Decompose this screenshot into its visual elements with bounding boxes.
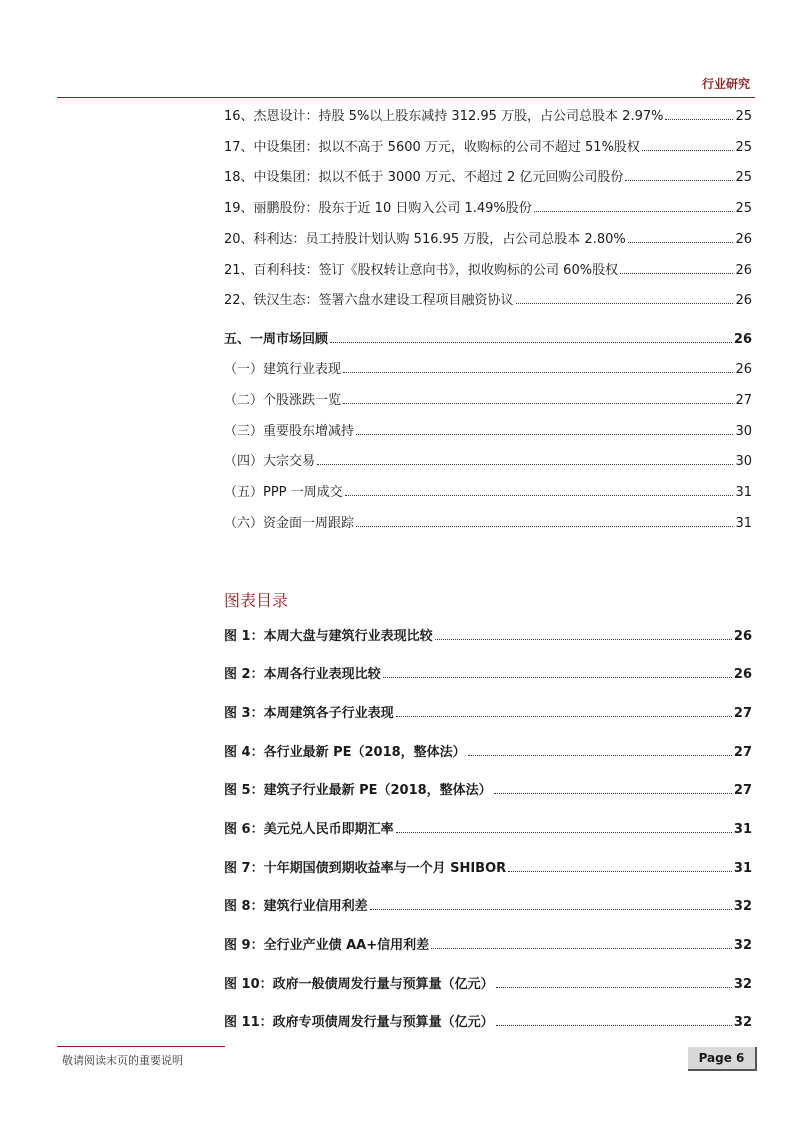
toc-entry-title: 18、中设集团：拟以不低于 3000 万元、不超过 2 亿元回购公司股份 <box>224 170 624 185</box>
figure-entry[interactable] <box>224 975 752 994</box>
toc-entry-title: 19、丽鹏股份：股东于近 10 日购入公司 1.49%股份 <box>224 201 532 216</box>
figure-entry-page: 31 <box>733 822 752 837</box>
page-number-badge: Page 6 <box>688 1047 757 1071</box>
dot-leader <box>317 452 733 465</box>
toc-entry[interactable] <box>224 291 752 310</box>
figure-entry[interactable] <box>224 743 752 762</box>
disclaimer-note: 敬请阅读末页的重要说明 <box>62 1054 183 1067</box>
dot-leader <box>396 704 732 717</box>
toc-entry-title: （五）PPP 一周成交 <box>224 485 343 500</box>
toc-entry-page: 26 <box>735 293 752 308</box>
toc-entry-title: （六）资金面一周跟踪 <box>224 516 355 531</box>
dot-leader <box>642 138 734 151</box>
toc-entry-page: 25 <box>735 170 752 185</box>
figure-entry-title: 图 4：各行业最新 PE（2018，整体法） <box>224 745 466 760</box>
toc-entry[interactable] <box>224 199 752 218</box>
toc-entry-title: （四）大宗交易 <box>224 454 316 469</box>
toc-entry-title: （三）重要股东增减持 <box>224 424 355 439</box>
figure-entry-page: 31 <box>733 861 752 876</box>
toc-entry[interactable] <box>224 360 752 379</box>
footer-divider <box>57 1046 225 1047</box>
toc-entry[interactable] <box>224 107 752 126</box>
dot-leader <box>468 743 732 756</box>
toc-entry-title: 22、铁汉生态：签署六盘水建设工程项目融资协议 <box>224 293 514 308</box>
toc-entry-title: （二）个股涨跌一览 <box>224 393 342 408</box>
figure-entry[interactable] <box>224 936 752 955</box>
dot-leader <box>330 330 732 343</box>
figure-entry-title: 图 5：建筑子行业最新 PE（2018，整体法） <box>224 783 492 798</box>
figure-entry-title: 图 9：全行业产业债 AA+信用利差 <box>224 938 430 953</box>
figure-entry-title: 图 3：本周建筑各子行业表现 <box>224 706 394 721</box>
dot-leader <box>343 391 733 404</box>
toc-entry-page: 31 <box>735 485 752 500</box>
toc-entry-title: 17、中设集团：拟以不高于 5600 万元，收购标的公司不超过 51%股权 <box>224 140 640 155</box>
figure-entry-title: 图 7：十年期国债到期收益率与一个月 SHIBOR <box>224 861 507 876</box>
dot-leader <box>435 627 732 640</box>
toc-entry-page: 27 <box>735 393 752 408</box>
toc-entry[interactable] <box>224 514 752 533</box>
toc-entry[interactable] <box>224 138 752 157</box>
dot-leader <box>494 781 732 794</box>
toc-entry[interactable] <box>224 391 752 410</box>
figure-entry-page: 26 <box>733 629 752 644</box>
figure-entry-page: 27 <box>733 706 752 721</box>
toc-entry[interactable] <box>224 452 752 471</box>
figure-entry[interactable] <box>224 704 752 723</box>
dot-leader <box>496 975 732 988</box>
toc-entry[interactable] <box>224 230 752 249</box>
dot-leader <box>345 483 734 496</box>
toc-entry-page: 26 <box>735 263 752 278</box>
figure-entry[interactable] <box>224 859 752 878</box>
dot-leader <box>516 291 734 304</box>
dot-leader <box>534 199 734 212</box>
figure-entry[interactable] <box>224 820 752 839</box>
figure-entry-title: 图 11：政府专项债周发行量与预算量（亿元） <box>224 1015 494 1030</box>
toc-entry[interactable] <box>224 261 752 280</box>
toc-entry[interactable] <box>224 483 752 502</box>
toc-entry-page: 30 <box>735 454 752 469</box>
dot-leader <box>356 514 733 527</box>
dot-leader <box>625 168 733 181</box>
figure-entry-page: 32 <box>733 1015 752 1030</box>
header-divider <box>57 97 755 98</box>
toc-section-heading[interactable] <box>224 330 752 349</box>
figure-entry-page: 27 <box>733 783 752 798</box>
toc-entry-page: 25 <box>735 201 752 216</box>
dot-leader <box>431 936 732 949</box>
figure-entry-page: 32 <box>733 899 752 914</box>
figure-entry-title: 图 1：本周大盘与建筑行业表现比较 <box>224 629 433 644</box>
dot-leader <box>383 665 732 678</box>
figure-entry-page: 27 <box>733 745 752 760</box>
figure-entry-title: 图 8：建筑行业信用利差 <box>224 899 368 914</box>
toc-entry[interactable] <box>224 168 752 187</box>
toc-entry-title: （一）建筑行业表现 <box>224 362 342 377</box>
dot-leader <box>356 422 733 435</box>
dot-leader <box>343 360 733 373</box>
figure-entry[interactable] <box>224 665 752 684</box>
dot-leader <box>396 820 732 833</box>
figure-entry[interactable] <box>224 627 752 646</box>
dot-leader <box>370 897 732 910</box>
figure-entry[interactable] <box>224 781 752 800</box>
figure-entry-page: 26 <box>733 667 752 682</box>
toc-entry-title: 五、一周市场回顾 <box>224 332 329 347</box>
toc-entry-title: 20、科利达：员工持股计划认购 516.95 万股，占公司总股本 2.80% <box>224 232 626 247</box>
toc-entry-page: 31 <box>735 516 752 531</box>
dot-leader <box>496 1013 732 1026</box>
figure-entry-title: 图 10：政府一般债周发行量与预算量（亿元） <box>224 977 494 992</box>
figure-entry-page: 32 <box>733 977 752 992</box>
toc-entry-page: 26 <box>735 232 752 247</box>
toc-entry-page: 25 <box>735 140 752 155</box>
dot-leader <box>620 261 733 274</box>
figures-list-title: 图表目录 <box>224 591 289 610</box>
toc-entry-title: 16、杰恩设计：持股 5%以上股东减持 312.95 万股，占公司总股本 2.97% <box>224 109 664 124</box>
figure-entry-title: 图 2：本周各行业表现比较 <box>224 667 381 682</box>
figure-entry-page: 32 <box>733 938 752 953</box>
toc-entry-page: 25 <box>735 109 752 124</box>
figure-entry-title: 图 6：美元兑人民币即期汇率 <box>224 822 394 837</box>
figure-entry[interactable] <box>224 1013 752 1032</box>
figure-entry[interactable] <box>224 897 752 916</box>
dot-leader <box>665 107 733 120</box>
report-type-label: 行业研究 <box>701 77 750 91</box>
toc-entry-title: 21、百利科技：签订《股权转让意向书》，拟收购标的公司 60%股权 <box>224 263 619 278</box>
toc-entry-page: 26 <box>733 332 752 347</box>
dot-leader <box>628 230 734 243</box>
toc-entry-page: 30 <box>735 424 752 439</box>
toc-entry[interactable] <box>224 422 752 441</box>
toc-entry-page: 26 <box>735 362 752 377</box>
dot-leader <box>508 859 732 872</box>
